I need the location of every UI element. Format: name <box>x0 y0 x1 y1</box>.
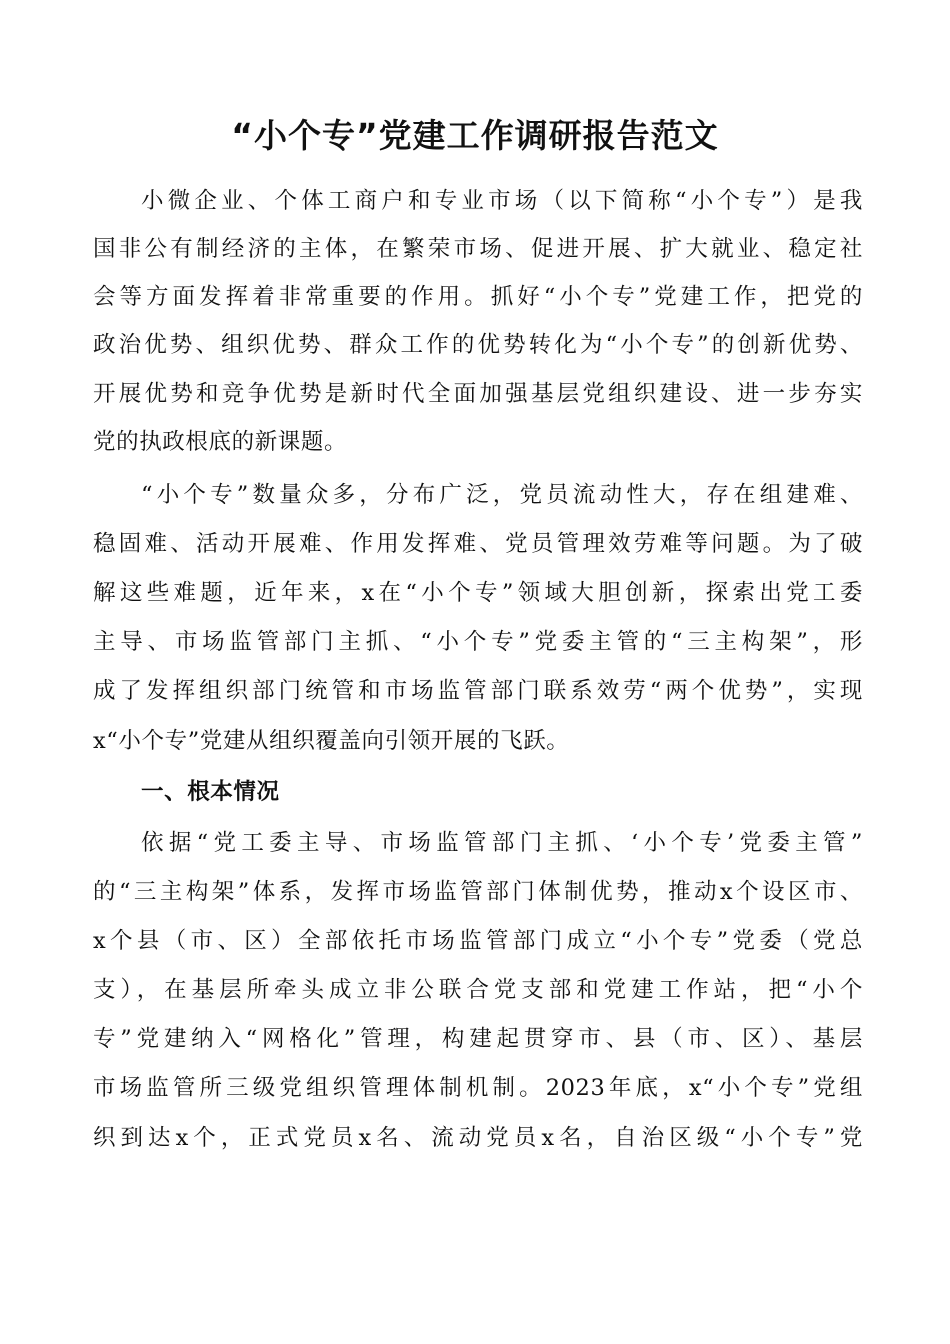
paragraph-3-line-7: 织到达x个，正式党员x名、流动党员x名，自治区级“小个专”党 <box>93 1125 863 1151</box>
paragraph-3-line-2: 的“三主构架”体系，发挥市场监管部门体制优势，推动x个设区市、 <box>93 879 863 905</box>
paragraph-3-line-4: 支），在基层所牵头成立非公联合党支部和党建工作站，把“小个 <box>93 977 863 1003</box>
paragraph-2-line-2: 稳固难、活动开展难、作用发挥难、党员管理效劳难等问题。为了破 <box>93 531 863 557</box>
paragraph-3-line-3: x个县（市、区）全部依托市场监管部门成立“小个专”党委（党总 <box>93 928 863 954</box>
section-heading-1: 一、根本情况 <box>141 779 280 805</box>
document-title: “小个专”党建工作调研报告范文 <box>231 116 719 155</box>
paragraph-3-line-1: 依据“党工委主导、市场监管部门主抓、‘小个专’党委主管” <box>141 830 863 856</box>
paragraph-2-line-6: x“小个专”党建从组织覆盖向引领开展的飞跃。 <box>93 728 570 754</box>
paragraph-1-line-3: 会等方面发挥着非常重要的作用。抓好“小个专”党建工作，把党的 <box>93 284 863 310</box>
paragraph-1-line-5: 开展优势和竞争优势是新时代全面加强基层党组织建设、进一步夯实 <box>93 381 863 407</box>
paragraph-1-line-6: 党的执政根底的新课题。 <box>93 429 348 455</box>
paragraph-2-line-3: 解这些难题，近年来，x在“小个专”领域大胆创新，探索出党工委 <box>93 580 863 606</box>
paragraph-1-line-1: 小微企业、个体工商户和专业市场（以下简称“小个专”）是我 <box>141 188 863 214</box>
paragraph-1-line-2: 国非公有制经济的主体，在繁荣市场、促进开展、扩大就业、稳定社 <box>93 236 863 262</box>
paragraph-2-line-5: 成了发挥组织部门统管和市场监管部门联系效劳“两个优势”，实现 <box>93 678 863 704</box>
paragraph-3-line-6: 市场监管所三级党组织管理体制机制。2023年底，x“小个专”党组 <box>93 1075 863 1101</box>
paragraph-1-line-4: 政治优势、组织优势、群众工作的优势转化为“小个专”的创新优势、 <box>93 332 863 358</box>
paragraph-3-line-5: 专”党建纳入“网格化”管理，构建起贯穿市、县（市、区）、基层 <box>93 1026 863 1052</box>
paragraph-2-line-1: “小个专”数量众多，分布广泛，党员流动性大，存在组建难、 <box>141 482 863 508</box>
paragraph-2-line-4: 主导、市场监管部门主抓、“小个专”党委主管的“三主构架”，形 <box>93 629 863 655</box>
